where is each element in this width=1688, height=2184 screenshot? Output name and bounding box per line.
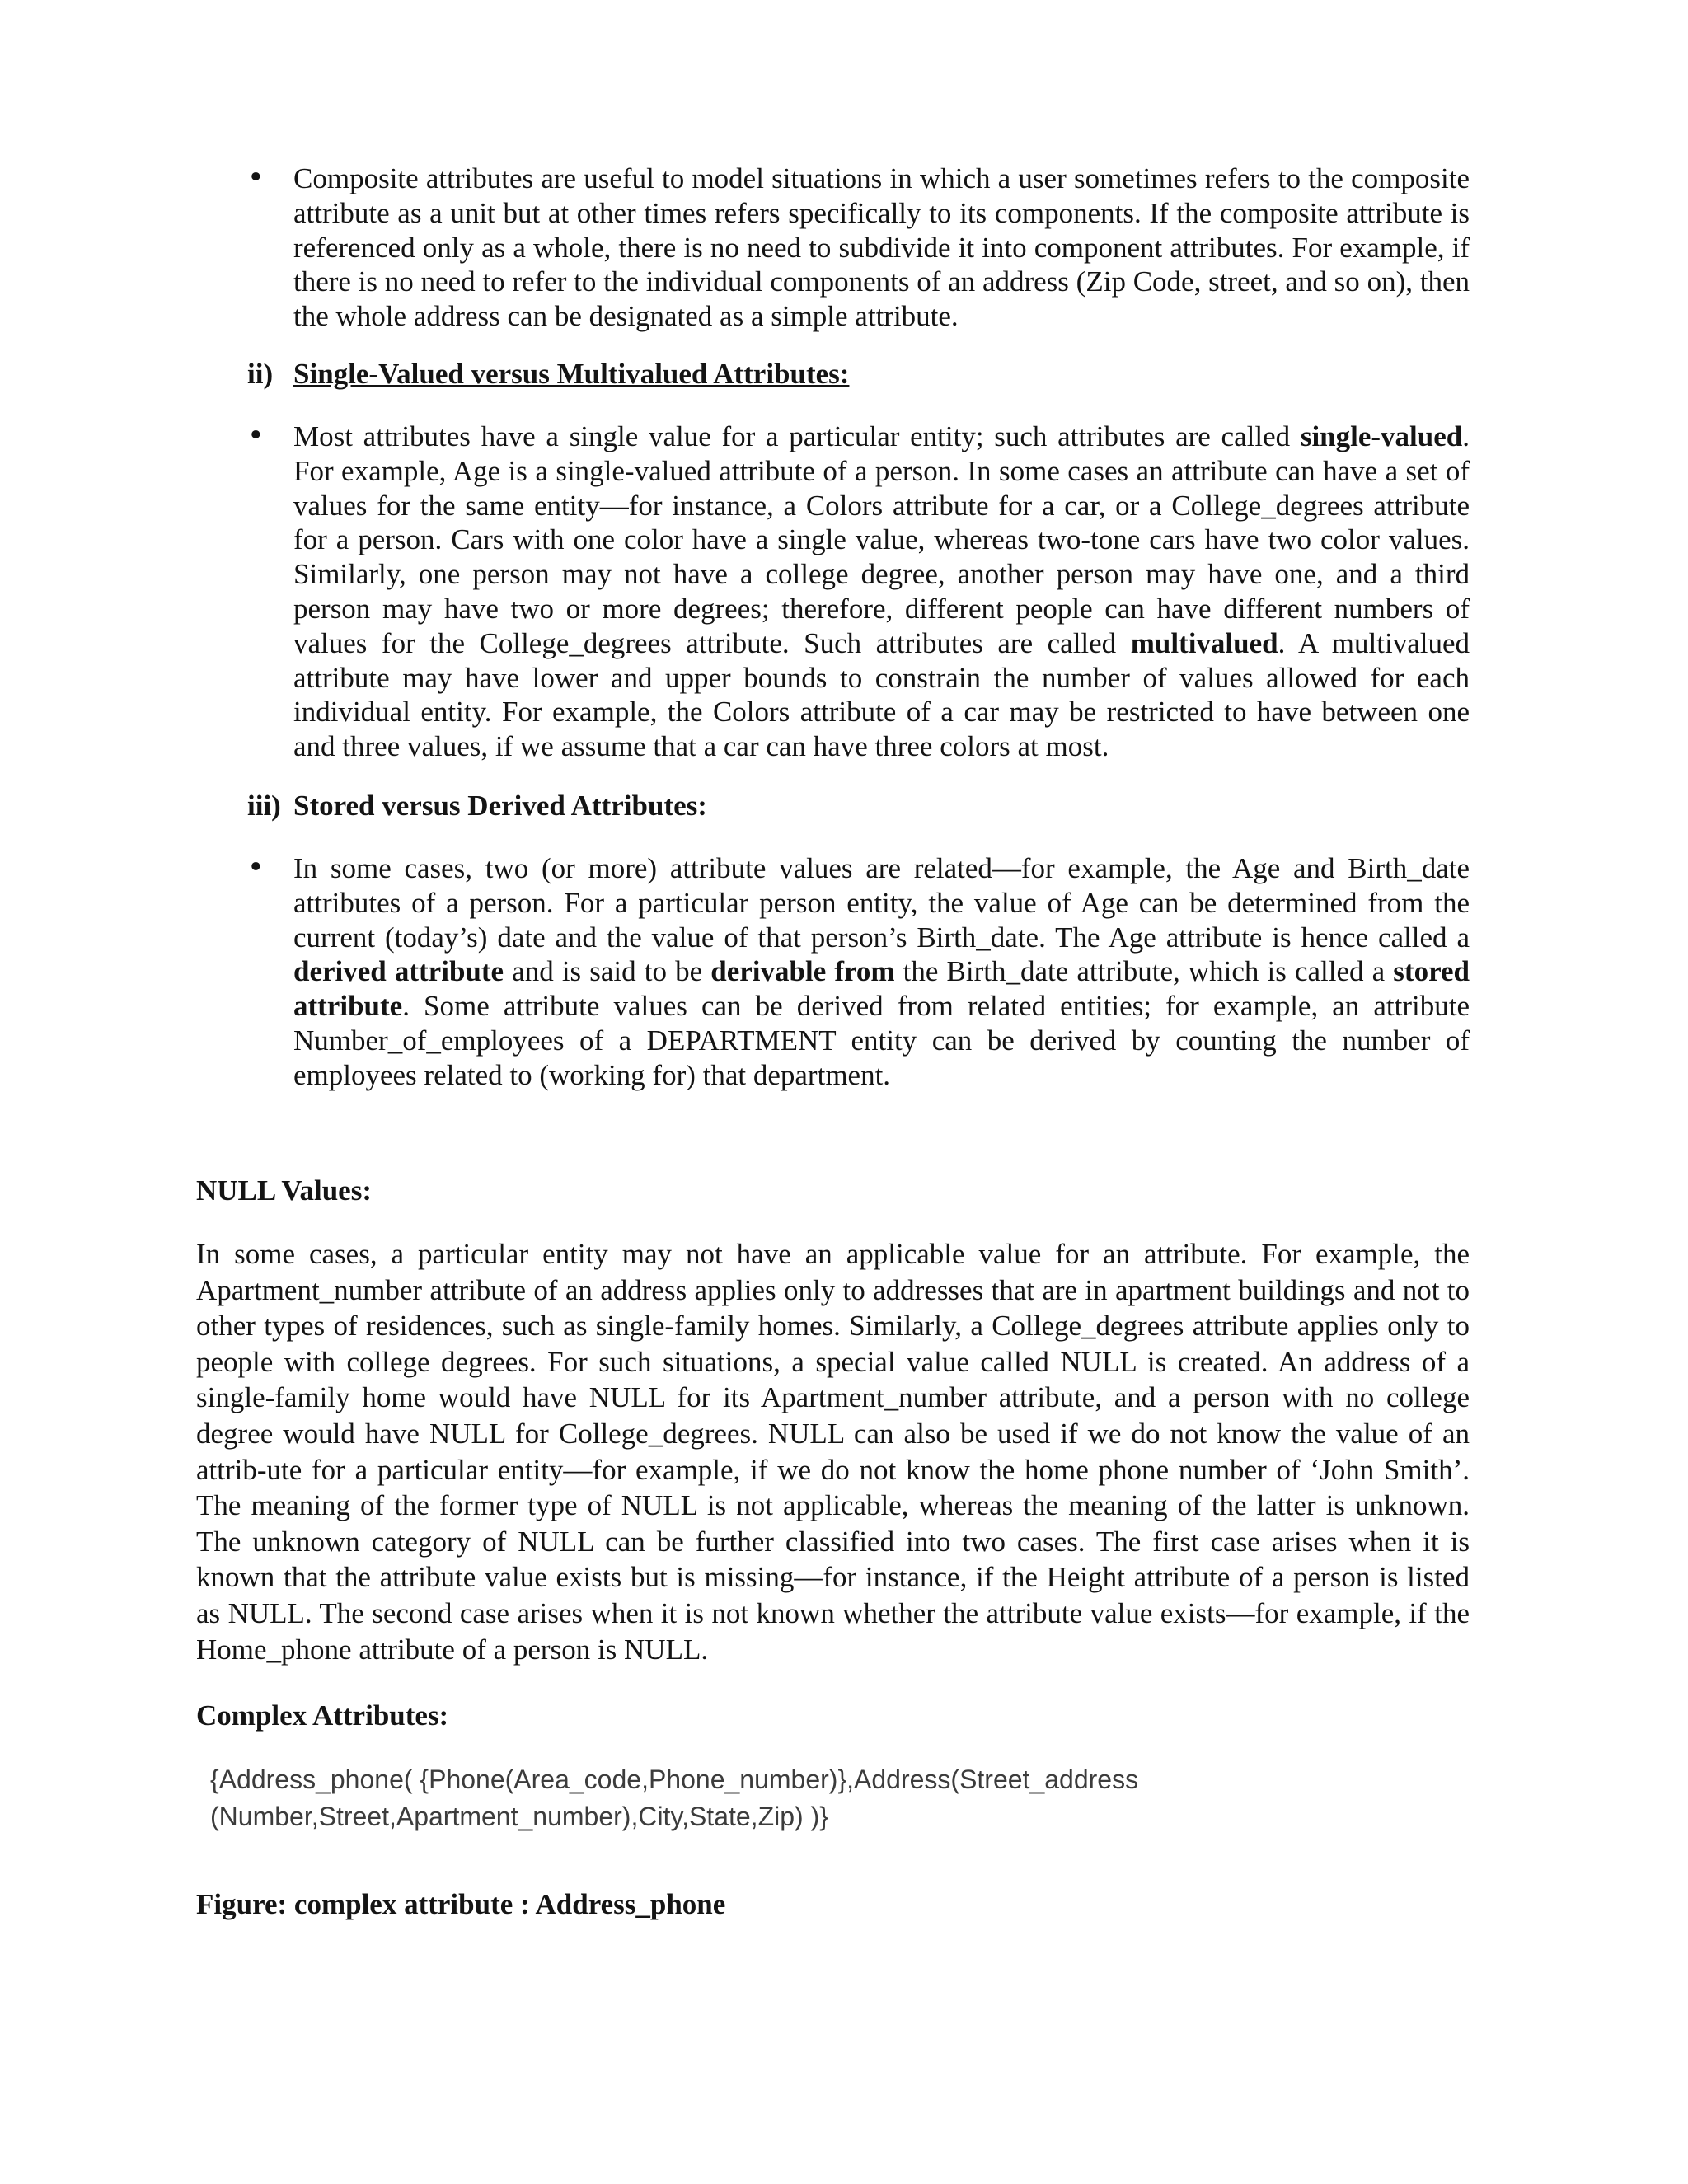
section-ii-number: ii) bbox=[247, 358, 274, 390]
derived-attributes-text bbox=[293, 851, 1470, 1093]
bullet-point: • bbox=[247, 162, 265, 194]
bullet-point: • bbox=[247, 851, 265, 884]
composite-attributes-paragraph bbox=[196, 162, 1470, 334]
term-stored-attribute: stored attribute bbox=[293, 955, 1470, 1023]
single-valued-paragraph bbox=[196, 419, 1470, 764]
figure-line-2: (Number,Street,Apartment_number),City,State,Zip) )} bbox=[210, 1802, 828, 1831]
derived-attributes-paragraph bbox=[196, 851, 1470, 1093]
text-run: In some cases, two (or more) attribute values are related—for example, the Age and Birth_date attributes of a person. For a particular person entity, the value of Age can be determined from the current (today’s) date and the value of that person’s Birth_date. The Age attribute is hence called a bbox=[293, 852, 1470, 954]
null-values-paragraph: In some cases, a particular entity may not have an applicable value for an attribute. For example, the Apartment_number attribute of an address applies only to addresses that are in apartment buildings and not to other types of residences, such as single-family homes. Similarly, a College_degrees attribute applies only to people with college degrees. For such situations, a special value called NULL is created. An address of a single-family home would have NULL for its Apartment_number attribute, and a person with no college degree would have NULL for College_degrees. NULL can also be used if we do not know the value of an attrib-ute for a particular entity—for example, if we do not know the home phone number of ‘John Smith’. The meaning of the former type of NULL is not applicable, whereas the meaning of the latter is unknown. The unknown category of NULL can be further classified into two cases. The first case arises when it is known that the attribute value exists but is missing—for instance, if the Height attribute of a person is listed as NULL. The second case arises when it is not known whether the attribute value exists—for example, if the Home_phone attribute of a person is NULL. bbox=[196, 1238, 1470, 1666]
figure-caption: Figure: complex attribute : Address_phone bbox=[196, 1888, 726, 1920]
text-run: and is said to be bbox=[504, 955, 711, 988]
section-ii-title: Single-Valued versus Multivalued Attributes: bbox=[293, 358, 850, 390]
complex-attribute-figure bbox=[210, 1761, 1232, 1835]
complex-attributes-heading: Complex Attributes: bbox=[196, 1699, 449, 1732]
figure-line-1: {Address_phone( {Phone(Area_code,Phone_number)},Address(Street_address bbox=[210, 1765, 1139, 1794]
text-run: Most attributes have a single value for a particular entity; such attributes are called bbox=[293, 420, 1301, 452]
section-iii-number: iii) bbox=[247, 790, 281, 822]
single-valued-text bbox=[293, 419, 1470, 764]
bullet-point: • bbox=[247, 419, 265, 452]
term-derived-attribute: derived attribute bbox=[293, 955, 504, 988]
text-run: the Birth_date attribute, which is called a bbox=[894, 955, 1394, 988]
term-derivable-from: derivable from bbox=[710, 955, 895, 988]
term-single-valued: single-valued bbox=[1300, 420, 1463, 452]
text-run: . Some attribute values can be derived from related entities; for example, an attribute Number_of_employees of a DEPARTMENT entity can be derived by counting the number of employees related to (working for) that department. bbox=[293, 990, 1470, 1091]
section-ii-heading bbox=[247, 357, 849, 391]
section-iii-heading bbox=[247, 789, 707, 823]
section-iii-title: Stored versus Derived Attributes: bbox=[293, 790, 707, 822]
null-values-heading: NULL Values: bbox=[196, 1174, 372, 1207]
composite-attributes-text: Composite attributes are useful to model situations in which a user sometimes refers to the composite attribute as a unit but at other times refers specifically to its components. If the composite attribute is referenced only as a whole, there is no need to subdivide it into component attributes. For example, if there is no need to refer to the individual components of an address (Zip Code, street, and so on), then the whole address can be designated as a simple attribute. bbox=[293, 162, 1470, 333]
term-multivalued: multivalued bbox=[1130, 626, 1278, 659]
text-run: . A multivalued attribute may have lower and upper bounds to constrain the number of values allowed for each individual entity. For example, the Colors attribute of a car may be restricted to have between one and three values, if we assume that a car can have three colors at most. bbox=[293, 626, 1470, 763]
text-run: . For example, Age is a single-valued attribute of a person. In some cases an attribute can have a set of values for the same entity—for instance, a Colors attribute for a car, or a College_degrees attribute for a person. Cars with one color have a single value, whereas two-tone cars have two color values. Similarly, one person may not have a college degree, another person may have one, and a third person may have two or more degrees; therefore, different people can have different numbers of values for the College_degrees attribute. Such attributes are called bbox=[293, 420, 1470, 659]
